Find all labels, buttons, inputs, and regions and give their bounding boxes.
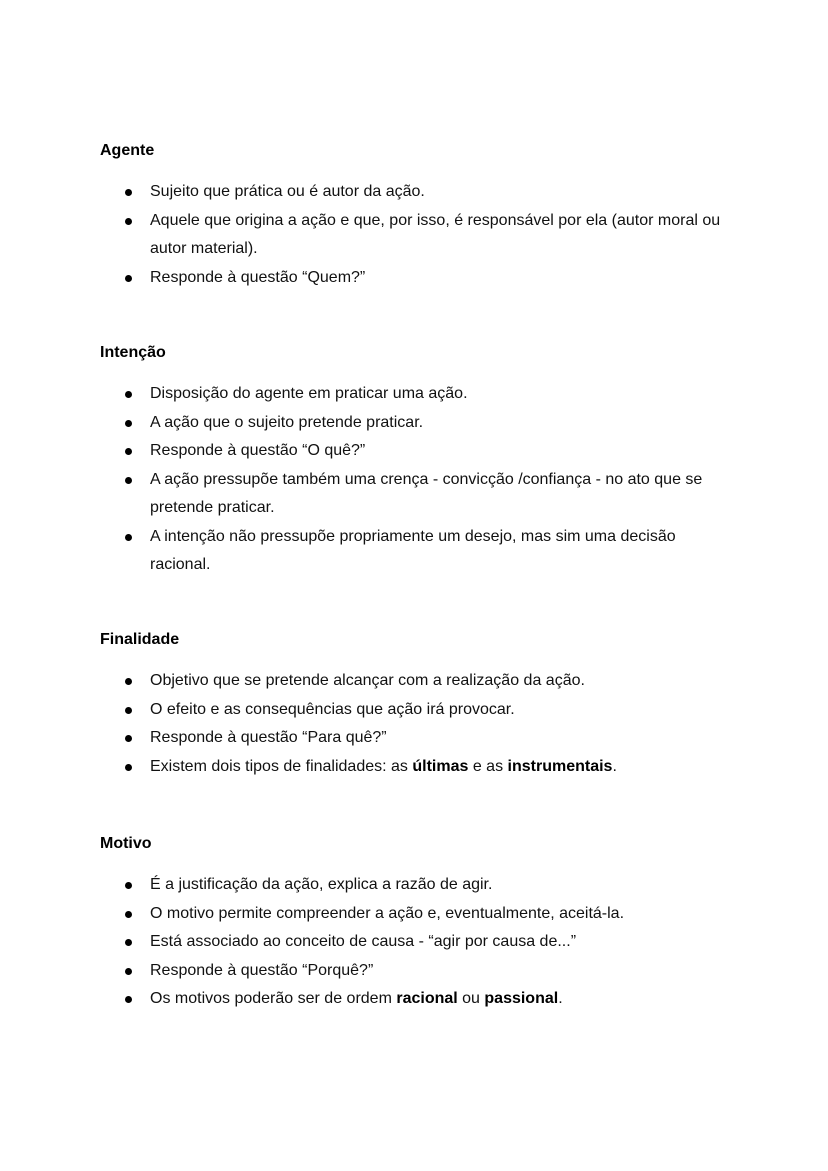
item-text: . (558, 990, 563, 1007)
list-item (100, 667, 740, 696)
bullet-list (100, 178, 740, 292)
bullet-icon (125, 968, 132, 975)
list-item (100, 264, 740, 293)
bullet-list (100, 871, 740, 1014)
bullet-icon (125, 275, 132, 282)
item-text: A ação que o sujeito pretende praticar. (150, 413, 424, 431)
item-text: Objetivo que se pretende alcançar com a realização da ação. (150, 672, 585, 689)
list-item (100, 466, 740, 523)
section-heading: Motivo (100, 835, 152, 852)
bullet-icon (125, 477, 132, 484)
bullet-icon (125, 735, 132, 742)
bullet-icon (125, 391, 132, 398)
bullet-icon (125, 534, 132, 541)
item-text: Responde à questão “Quem?” (150, 268, 366, 286)
item-text: Aquele que origina a ação e que, por isso, é responsável por ela (autor moral ou autor material). (150, 211, 721, 257)
section-heading: Finalidade (100, 631, 180, 648)
item-text: ou (457, 990, 485, 1007)
section-heading: Agente (100, 142, 155, 159)
section-agente (100, 141, 740, 292)
list-item (100, 380, 740, 409)
list-item (100, 957, 740, 986)
item-text: Disposição do agente em praticar uma ação. (150, 385, 468, 402)
emphasized-term: últimas (412, 757, 469, 775)
item-text: Está associado ao conceito de causa - “agir por causa de...” (150, 933, 577, 950)
bullet-icon (125, 882, 132, 889)
item-text: A ação pressupõe também uma crença - convicção /confiança - no ato que se pretende praticar. (150, 470, 703, 516)
emphasized-term: instrumentais (507, 757, 613, 775)
list-item (100, 409, 740, 438)
list-item (100, 871, 740, 900)
bullet-icon (125, 939, 132, 946)
section-heading: Intenção (100, 344, 166, 361)
list-item (100, 724, 740, 753)
section-intencao (100, 343, 740, 580)
bullet-icon (125, 678, 132, 685)
bullet-icon (125, 218, 132, 225)
item-text: A intenção não pressupõe propriamente um desejo, mas sim uma decisão racional. (150, 527, 676, 573)
item-text: Responde à questão “Para quê?” (150, 729, 387, 746)
list-item (100, 928, 740, 957)
item-text: Responde à questão “Porquê?” (150, 961, 374, 979)
bullet-icon (125, 707, 132, 714)
emphasized-term: passional (484, 990, 559, 1007)
item-text: O motivo permite compreender a ação e, eventualmente, aceitá-la. (150, 904, 625, 922)
item-text: Existem dois tipos de finalidades: as (150, 757, 413, 775)
section-motivo (100, 834, 740, 1014)
emphasized-term: racional (396, 990, 458, 1007)
item-text: Responde à questão “O quê?” (150, 442, 366, 459)
item-text: Os motivos poderão ser de ordem (150, 990, 397, 1007)
list-item (100, 696, 740, 725)
bullet-icon (125, 996, 132, 1003)
list-item (100, 753, 740, 782)
item-text: e as (468, 757, 508, 775)
list-item (100, 523, 740, 580)
item-text: Sujeito que prática ou é autor da ação. (150, 183, 425, 200)
list-item (100, 178, 740, 207)
bullet-icon (125, 420, 132, 427)
bullet-icon (125, 911, 132, 918)
item-text: O efeito e as consequências que ação irá provocar. (150, 700, 515, 718)
bullet-icon (125, 764, 132, 771)
bullet-icon (125, 189, 132, 196)
item-text: . (612, 757, 617, 775)
bullet-list (100, 667, 740, 781)
list-item (100, 900, 740, 929)
bullet-list (100, 380, 740, 580)
list-item (100, 985, 740, 1014)
list-item (100, 437, 740, 466)
item-text: É a justificação da ação, explica a razão de agir. (150, 876, 493, 893)
list-item (100, 207, 740, 264)
section-finalidade (100, 630, 740, 781)
bullet-icon (125, 448, 132, 455)
